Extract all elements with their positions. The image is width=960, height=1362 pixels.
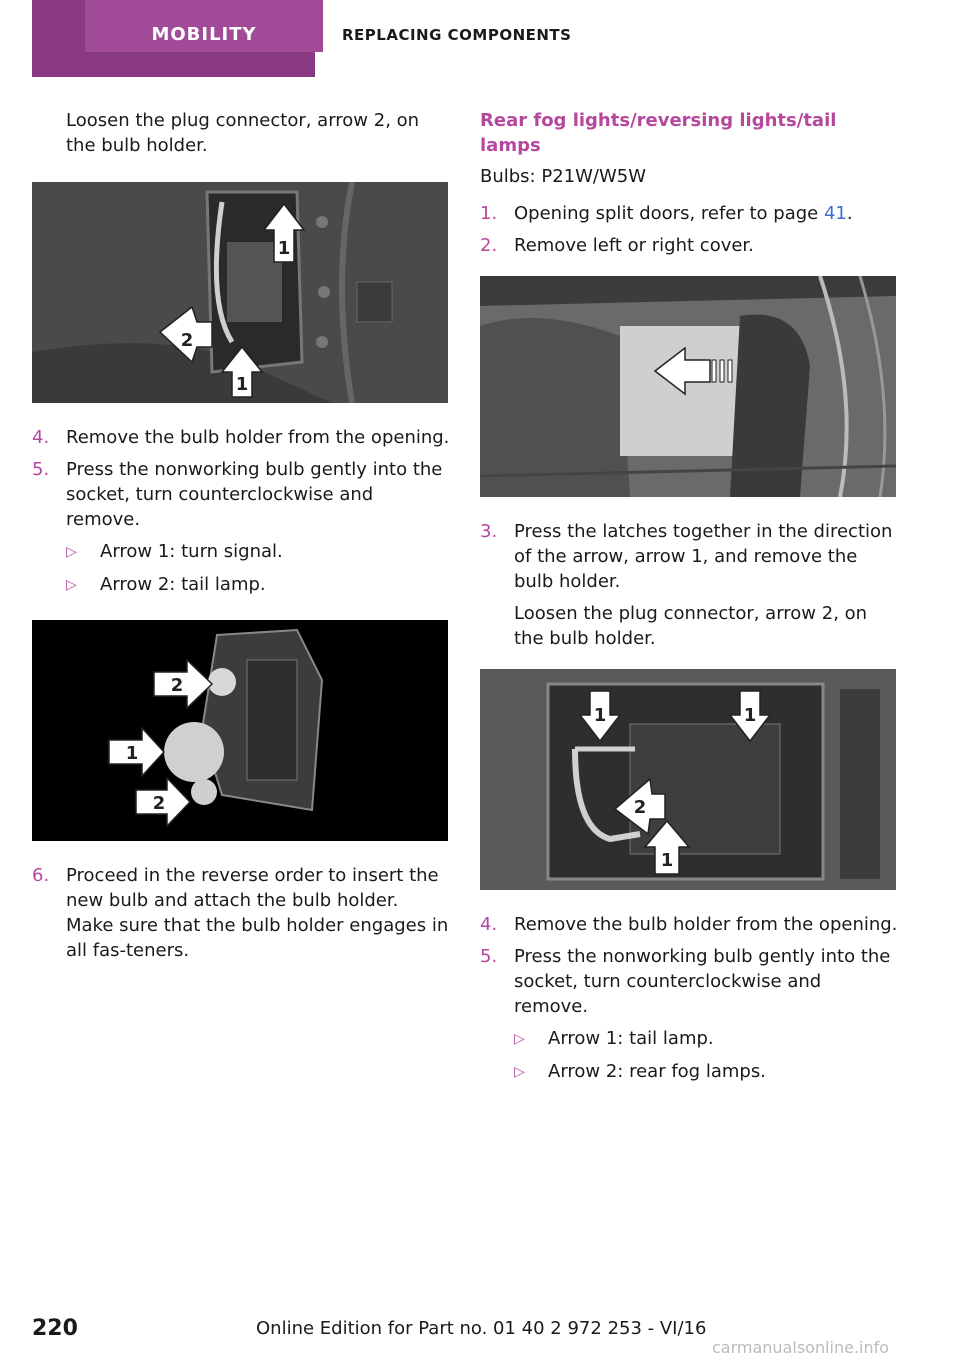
list-item: 3. Press the latches together in the direction of the arrow, arrow 1, and remove the bulb holder. xyxy=(480,521,893,592)
left-column xyxy=(32,108,450,970)
right-column xyxy=(480,108,898,1092)
fig4-label-2: 1 xyxy=(743,705,757,726)
watermark: carmanualsonline.info xyxy=(712,1338,890,1357)
section-heading: Rear fog lights/reversing lights/tail lamps xyxy=(480,110,837,156)
list-item: 5. Press the nonworking bulb gently into the socket, turn counterclockwise and remove. xyxy=(480,946,891,1017)
page-number: 220 xyxy=(32,1316,78,1341)
bulb-spec: Bulbs: P21W/W5W xyxy=(480,166,647,187)
section-tab[interactable] xyxy=(32,0,315,77)
list-item: 2. Remove left or right cover. xyxy=(480,235,754,256)
triangle-bullet-icon: ▷ xyxy=(66,544,77,560)
bullet-item: ▷ Arrow 2: tail lamp. xyxy=(66,572,450,598)
fig2-label-1: 2 xyxy=(170,675,184,696)
list-item: 5. Press the nonworking bulb gently into the socket, turn counterclockwise and remove. xyxy=(32,459,443,530)
bullet-item: ▷ Arrow 1: tail lamp. xyxy=(514,1026,898,1052)
intro-text: Loosen the plug connector, arrow 2, on the bulb holder. xyxy=(66,110,420,156)
figure-latches xyxy=(480,669,896,890)
chapter-title: REPLACING COMPONENTS xyxy=(342,26,572,44)
fig4-label-1: 1 xyxy=(593,705,607,726)
figure-cover-removal xyxy=(480,276,896,497)
triangle-bullet-icon: ▷ xyxy=(514,1064,525,1080)
list-item: 4. Remove the bulb holder from the opening. xyxy=(32,427,450,448)
figure-bulb-holder xyxy=(32,620,448,841)
page-link[interactable]: 41 xyxy=(823,203,847,224)
list-item: 4. Remove the bulb holder from the opening. xyxy=(480,914,898,935)
fig1-label-3: 1 xyxy=(235,374,249,395)
triangle-bullet-icon: ▷ xyxy=(514,1031,525,1047)
triangle-bullet-icon: ▷ xyxy=(66,577,77,593)
fig2-label-3: 2 xyxy=(152,793,166,814)
fig4-label-4: 1 xyxy=(660,850,674,871)
list-item: 1. Opening split doors, refer to page 41. xyxy=(480,203,853,224)
fig1-label-2: 2 xyxy=(180,330,194,351)
bullet-item: ▷ Arrow 1: turn signal. xyxy=(66,539,450,565)
edition-info: Online Edition for Part no. 01 40 2 972 253 - VI/16 xyxy=(256,1318,707,1339)
fig4-label-3: 2 xyxy=(633,797,647,818)
fig1-label-1: 1 xyxy=(277,238,291,259)
bullet-item: ▷ Arrow 2: rear fog lamps. xyxy=(514,1059,898,1085)
figure-bulb-holder-opening xyxy=(32,182,448,403)
list-item: 6. Proceed in the reverse order to insert the new bulb and attach the bulb holder. Make sure that the bulb holder engages in all fas‐teners. xyxy=(32,865,449,961)
fig2-label-2: 1 xyxy=(125,743,139,764)
step3-note: Loosen the plug connector, arrow 2, on the bulb holder. xyxy=(514,603,868,649)
section-tab-label: MOBILITY xyxy=(85,0,323,52)
